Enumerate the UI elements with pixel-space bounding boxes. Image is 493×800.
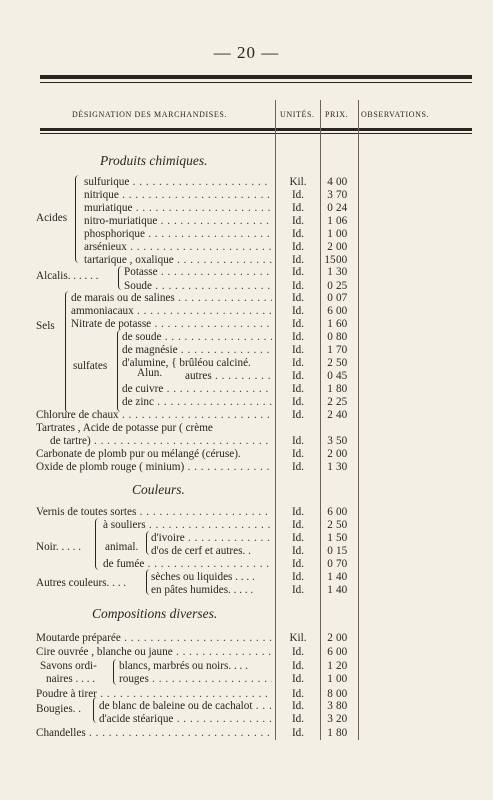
price-centimes: 80 [336,727,348,739]
unit-cell: Id. [291,254,305,266]
table-row [0,660,493,673]
unit-cell: Id. [291,673,305,685]
price-francs: 2 [327,519,333,531]
item-label: sulfurique . . . [84,176,272,189]
item-label: Vernis de toutes sortes . . . [36,506,272,519]
group-label-sels: Sels [36,320,55,332]
unit-cell: Id. [291,305,305,317]
table-row [0,532,493,545]
unit-cell: Id. [291,266,305,278]
unit-cell: Id. [291,370,305,382]
unit-cell: Id. [291,448,305,460]
price-francs: 1 [327,266,333,278]
price-centimes: 45 [336,370,348,382]
price-centimes: 60 [336,318,348,330]
price-centimes: 00 [336,632,348,644]
header-rule-thick [40,128,472,131]
unit-cell: Id. [291,688,305,700]
unit-cell: Id. [291,189,305,201]
price-francs: 6 [327,305,333,317]
item-label: Soude . . . [124,280,272,293]
price-francs: 1 [327,673,333,685]
price-francs: 1 [327,228,333,240]
item-label: d'acide stéarique . . . [99,713,272,726]
table-row [0,558,493,571]
price-centimes: 80 [336,331,348,343]
price-centimes: 70 [336,558,348,570]
table-row [0,383,493,396]
unit-cell: Id. [291,545,305,557]
table-row [0,673,493,686]
item-label: de marais ou de salines . . . [71,292,272,305]
unit-cell: Id. [291,646,305,658]
unit-cell: Id. [291,202,305,214]
price-francs: 0 [327,331,333,343]
price-centimes: 07 [336,292,348,304]
unit-cell: Id. [291,228,305,240]
group-label-savons: Savons ordi- [40,660,97,672]
table-row [0,435,493,448]
price-francs: 2 [327,396,333,408]
price-francs: 2 [327,448,333,460]
table-row [0,305,493,318]
item-label: rouges . . . [119,673,272,686]
table-row [0,632,493,645]
table-row [0,700,493,713]
item-label: de magnésie . . . [122,344,272,357]
table-row [0,344,493,357]
price-francs: 1 [327,727,333,739]
price-francs: 0 [327,558,333,570]
item-label: arsénieux . . . [84,241,272,254]
unit-cell: Id. [291,241,305,253]
price-francs: 15 [324,254,336,266]
price-centimes: 40 [336,584,348,596]
price-francs: 1 [327,571,333,583]
price-centimes: 25 [336,396,348,408]
price-centimes: 80 [336,700,348,712]
price-francs: 2 [327,357,333,369]
group-label-savons-2: naires . . . . [46,673,96,685]
header-price: PRIX. [325,110,349,119]
price-francs: 0 [327,292,333,304]
price-francs: 2 [327,632,333,644]
price-francs: 3 [327,189,333,201]
header-designation: DÉSIGNATION DES MARCHANDISES. [72,110,227,119]
unit-cell: Kil. [289,176,307,188]
item-label: de cuivre . . . [122,383,272,396]
price-francs: 3 [327,435,333,447]
unit-cell: Id. [291,280,305,292]
group-label-alun: Alun. [137,367,163,379]
table-row [0,727,493,740]
page-number: — 20 — [213,43,280,62]
price-francs: 0 [327,370,333,382]
item-label: d'os de cerf et autres. . [151,545,251,557]
price-centimes: 00 [336,176,348,188]
table-row [0,228,493,241]
item-label: Nitrate de potasse . . . [71,318,272,331]
item-label: à souliers . . . [103,519,272,532]
price-centimes: 50 [336,435,348,447]
unit-cell: Id. [291,292,305,304]
unit-cell: Id. [291,396,305,408]
table-row [0,202,493,215]
table-row [0,215,493,228]
price-centimes: 20 [336,713,348,725]
price-francs: 1 [327,383,333,395]
price-francs: 1 [327,584,333,596]
section-title-chemicals: Produits chimiques. [100,153,208,168]
group-label-noir: Noir. . . . . [36,541,82,553]
item-label: Cire ouvrée , blanche ou jaune . . . [36,646,272,659]
item-label: tartarique , oxalique . . . [84,254,272,267]
price-centimes: 00 [336,506,348,518]
price-centimes: 80 [336,383,348,395]
unit-cell: Id. [291,532,305,544]
unit-cell: Id. [291,506,305,518]
table-row [0,646,493,659]
table-row [0,241,493,254]
price-centimes: 40 [336,409,348,421]
price-centimes: 00 [336,688,348,700]
table-row [0,409,493,422]
table-row [0,318,493,331]
price-francs: 6 [327,646,333,658]
unit-cell: Id. [291,660,305,672]
unit-cell: Id. [291,461,305,473]
table-row [0,176,493,189]
table-row [0,396,493,409]
table-row [0,545,493,558]
item-label: ammoniacaux . . . [71,305,272,318]
price-centimes: 30 [336,266,348,278]
table-row [0,461,493,474]
item-label: de soude . . . [122,331,272,344]
unit-cell: Id. [291,331,305,343]
item-label: en pâtes humides. . . . . [151,584,254,596]
unit-cell: Id. [291,571,305,583]
item-label: blancs, marbrés ou noirs. . . . [119,660,248,672]
item-label: Chandelles . . . [36,727,272,740]
item-label: Poudre à tirer . . . [36,688,272,701]
price-centimes: 50 [336,532,348,544]
table-row [0,189,493,202]
price-francs: 0 [327,202,333,214]
price-francs: 1 [327,344,333,356]
price-centimes: 50 [336,357,348,369]
item-label: de fumée . . . [103,558,272,571]
item-label: nitro-muriatique . . . [84,215,272,228]
unit-cell: Id. [291,409,305,421]
price-centimes: 15 [336,545,348,557]
item-label: de tartre) . . . [50,435,272,448]
item-label: Potasse . . . [124,266,272,279]
price-centimes: 00 [336,673,348,685]
unit-cell: Id. [291,357,305,369]
price-francs: 2 [327,241,333,253]
price-francs: 1 [327,461,333,473]
price-francs: 3 [327,713,333,725]
section-title-colors: Couleurs. [132,482,185,497]
item-label: Tartrates , Acide de potasse pur ( crème [36,422,213,434]
item-label: Chlorure de chaux . . . [36,409,272,422]
group-label-sulfates: sulfates [73,360,108,372]
unit-cell: Id. [291,558,305,570]
header-observations: OBSERVATIONS. [361,110,430,119]
price-francs: 0 [327,545,333,557]
item-label: autres . . . [185,370,272,383]
item-label: sèches ou liquides . . . . [151,571,255,583]
unit-cell: Id. [291,519,305,531]
unit-cell: Id. [291,344,305,356]
unit-cell: Id. [291,713,305,725]
unit-cell: Kil. [289,632,307,644]
price-francs: 8 [327,688,333,700]
price-francs: 1 [327,215,333,227]
price-centimes: 20 [336,660,348,672]
item-label: de zinc . . . [122,396,272,409]
table-row [0,713,493,726]
price-centimes: 00 [336,448,348,460]
unit-cell: Id. [291,700,305,712]
price-centimes: 40 [336,571,348,583]
price-francs: 1 [327,318,333,330]
price-centimes: 06 [336,215,348,227]
table-row [0,292,493,305]
price-centimes: 00 [336,241,348,253]
price-centimes: 70 [336,344,348,356]
table-row [0,571,493,584]
header-units: UNITÉS. [280,110,315,119]
price-centimes: 25 [336,280,348,292]
table-row [0,584,493,597]
unit-cell: Id. [291,584,305,596]
price-centimes: 00 [336,305,348,317]
unit-cell: Id. [291,215,305,227]
item-label: phosphorique . . . [84,228,272,241]
price-francs: 2 [327,409,333,421]
top-rule-thin [40,82,472,83]
item-label: d'alumine, { brûléou calciné. [122,357,251,369]
group-label-bougies: Bougies. . [36,703,82,715]
unit-cell: Id. [291,318,305,330]
top-rule-thick [40,75,472,79]
header-rule-thin [40,133,472,134]
price-francs: 3 [327,700,333,712]
unit-cell: Id. [291,383,305,395]
price-francs: 6 [327,506,333,518]
price-francs: 4 [327,176,333,188]
item-label: de blanc de baleine ou de cachalot . . . [99,700,272,713]
price-centimes: 00 [336,646,348,658]
price-centimes: 00 [336,254,348,266]
table-row [0,519,493,532]
price-centimes: 24 [336,202,348,214]
unit-cell: Id. [291,435,305,447]
price-francs: 1 [327,660,333,672]
table-row [0,422,493,435]
group-label-autres-couleurs: Autres couleurs. . . . [36,577,127,589]
group-label-acides: Acides [36,212,68,224]
group-label-alcalis: Alcalis. . . . . . [36,270,99,282]
group-label-animal: animal. [105,541,139,553]
price-francs: 1 [327,532,333,544]
price-centimes: 30 [336,461,348,473]
item-label: d'ivoire . . . [151,532,272,545]
item-label: Carbonate de plomb pur ou mélangé (céruse). [36,448,241,460]
table-row [0,448,493,461]
item-label: Moutarde préparée . . . [36,632,272,645]
section-title-compositions: Compositions diverses. [92,606,218,621]
item-label: nitrique . . . [84,189,272,202]
price-francs: 0 [327,280,333,292]
price-centimes: 00 [336,228,348,240]
table-row [0,357,493,370]
item-label: muriatique . . . [84,202,272,215]
table-row [0,370,493,383]
table-row [0,331,493,344]
price-centimes: 70 [336,189,348,201]
table-row [0,506,493,519]
table-row [0,266,493,279]
price-centimes: 50 [336,519,348,531]
item-label: Oxide de plomb rouge ( minium) . . . [36,461,272,474]
unit-cell: Id. [291,727,305,739]
